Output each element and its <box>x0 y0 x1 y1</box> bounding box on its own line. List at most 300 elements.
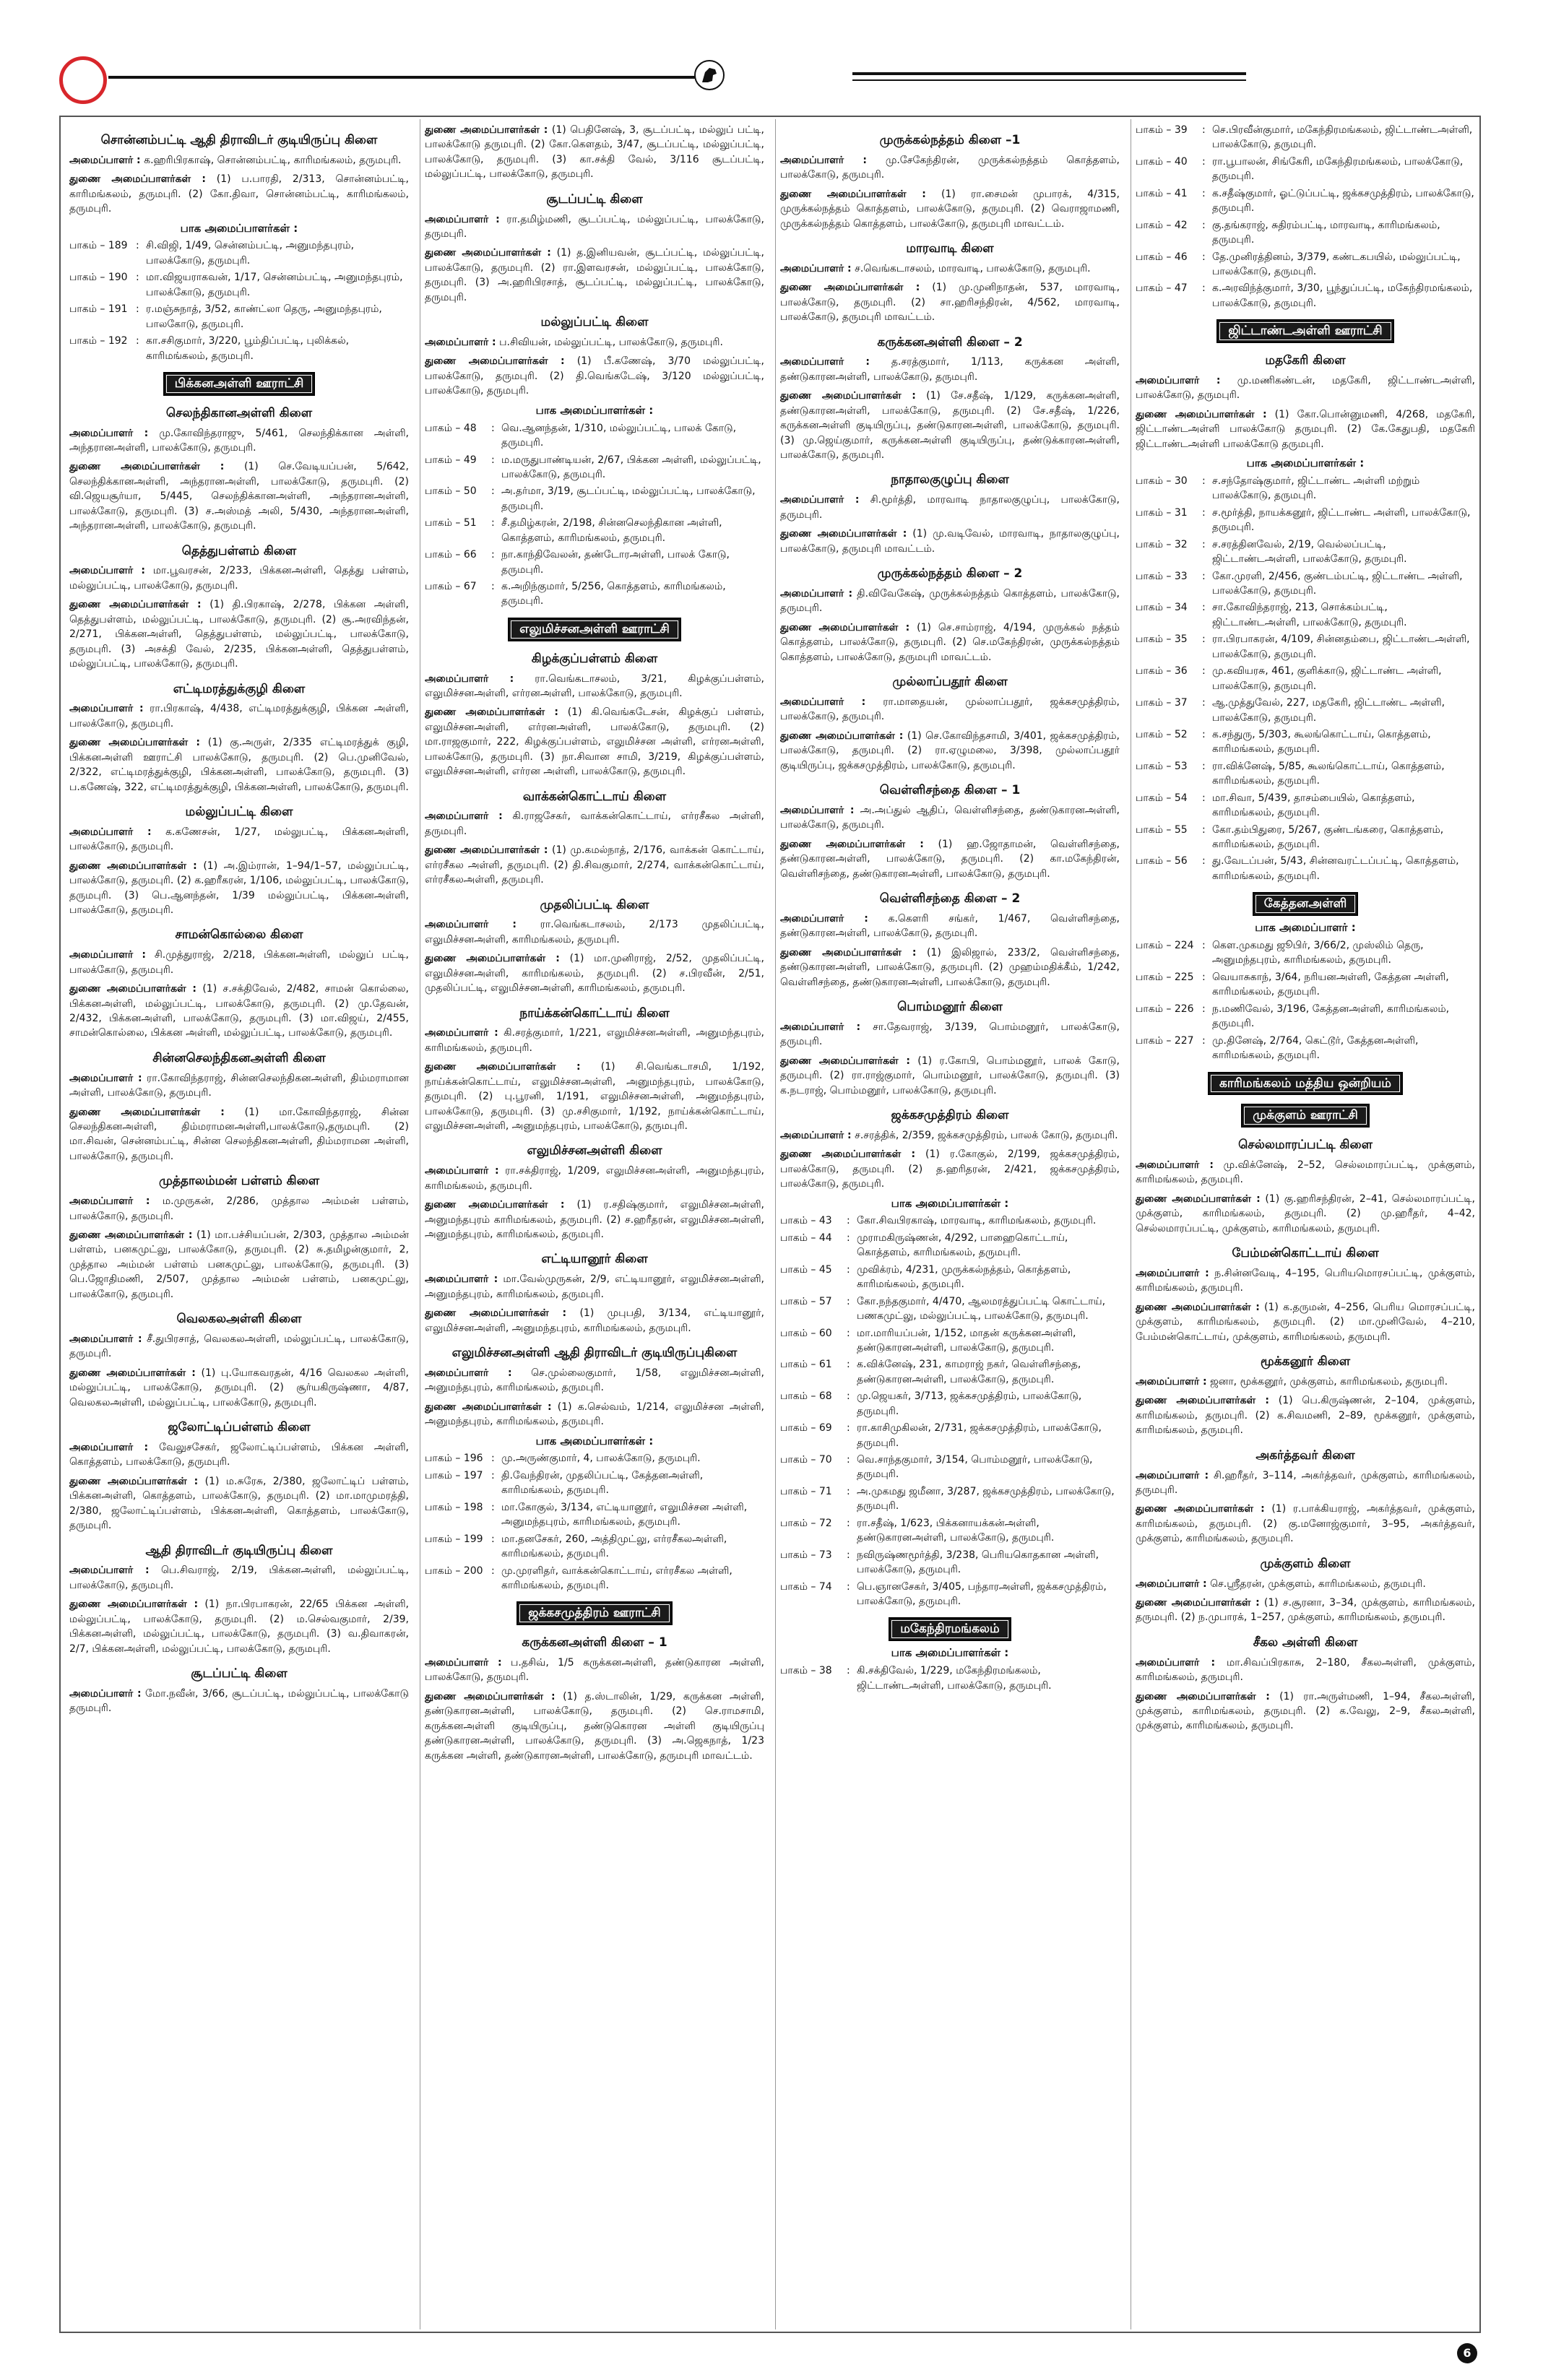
booth-details: மு.தினேஷ், 2/764, கெட்டூர், கேத்தனஅள்ளி, காரிமங்கலம், தருமபுரி. <box>1212 1034 1419 1062</box>
booth-separator: : <box>847 1485 850 1497</box>
branch-heading: ஜக்கசமுத்திரம் கிளை <box>891 1108 1009 1122</box>
booth-number: பாகம் – 57 <box>780 1295 832 1307</box>
role-label: துணை அமைப்பாளர்கள் : <box>425 1061 581 1073</box>
role-label: துணை அமைப்பாளர்கள் : <box>780 528 907 540</box>
role-label: அமைப்பாளர் : <box>780 587 853 600</box>
booth-entry <box>1136 123 1475 152</box>
member-details: மு.மணிகண்டன், மதகேரி, ஜிட்டாண்டஅள்ளி, பாலக்கோடு, தருமபுரி. <box>1136 374 1475 402</box>
member-entry <box>1136 373 1475 403</box>
role-label: அமைப்பாளர் : <box>69 565 145 577</box>
branch-heading: தெத்துபள்ளம் கிளை <box>181 543 297 558</box>
booth-entry <box>1136 186 1475 216</box>
booth-entry <box>425 1564 764 1593</box>
booth-number: பாகம் – 43 <box>780 1215 832 1227</box>
member-details: (1) க.செல்வம், 1/214, எலுமிச்சன அள்ளி, அனுமந்தபுரம், காரிமங்கலம், தருமபுரி. <box>425 1401 764 1428</box>
member-details: மு.கோவிந்தராஜு, 5/461, செலந்திக்கான அள்ளி, அந்தரானஅள்ளி, பாலக்கோடு, தருமபுரி. <box>69 427 409 454</box>
member-details: (1) ர.பாக்கியராஜ், அகர்த்தவர், முக்குளம், காரிமங்கலம், தருமபுரி. (2) கு.மனோஜ்குமார், 3–95, அகர்த்தவர், முக்குளம், காரிமங்கலம், தருமபுரி. <box>1136 1503 1475 1545</box>
member-entry <box>69 1474 409 1533</box>
member-entry <box>780 945 1120 990</box>
member-entry <box>69 1687 409 1716</box>
member-entry <box>1136 1689 1475 1734</box>
member-entry <box>425 1198 764 1242</box>
role-label: துணை அமைப்பாளர்கள் : <box>69 1229 193 1241</box>
booth-details: கௌ.முகமது ஜூபிர், 3/66/2, முஸ்லிம் தெரு, அனுமந்தபுரம், காரிமங்கலம், தருமபுரி. <box>1212 940 1424 966</box>
member-details: ரா.வெங்கடாசலம், 3/21, கிழக்குப்பள்ளம், எலுமிச்சனஅள்ளி, எர்ரனஅள்ளி, பாலக்கோடு, தருமபுரி. <box>425 672 764 699</box>
role-label: அமைப்பாளர் : <box>780 696 866 708</box>
booth-number: பாகம் – 46 <box>1136 251 1188 263</box>
member-details: (1) செ.வேடியப்பன், 5/642, செலந்திக்கானஅள்ளி, அந்தரானஅள்ளி, பாலக்கோடு, தருமபுரி. (2) வி.ஜெயசூர்யா, 5/445, செலந்திக்கானஅள்ளி, அந்தரானஅள்ளி, பாலக்கோடு, தருமபுரி. (3) ச.அஸ்மத் அலி, 5/430, அந்தரானஅள்ளி, அந்தரானஅள்ளி, பாலக்கோடு, தருமபுரி. <box>69 461 409 532</box>
booth-number: பாகம் – 54 <box>1136 792 1188 804</box>
booth-entry <box>780 1421 1120 1450</box>
branch-heading: சொன்னம்பட்டி ஆதி திராவிடர் குடியிருப்பு கிளை <box>100 133 378 147</box>
booth-separator: : <box>847 1580 850 1593</box>
member-entry <box>69 426 409 456</box>
branch-heading: எட்டியானூர் கிளை <box>541 1252 648 1267</box>
member-details: (1) த.ஸ்டாலின், 1/29, கருக்கன அள்ளி, தண்டுகாரனஅள்ளி, பாலக்கோடு, தருமபுரி. (2) செ.ராமசாமி, கருக்கனஅள்ளி குடியிருப்பு, தண்டுகொரன அள்ளி குடியிருப்பு தண்டுகாரனஅள்ளி, பாலக்கோடு, தருமபுரி. (3) அ.ஜெகநாத், 1/23 கருக்கன அள்ளி, தண்டுகாரனஅள்ளி, பாலக்கோடு, தருமபுரி மாவட்டம். <box>425 1690 764 1762</box>
booth-details: நவிருஷ்ணமூர்த்தி, 3/238, பெரியகொதகான அள்ளி, பாலக்கோடு, தருமபுரி. <box>857 1549 1099 1576</box>
booth-number: பாகம் – 55 <box>1136 823 1188 836</box>
member-entry <box>425 843 764 887</box>
member-details: (1) ரா.சைமன் முபாரக், 4/315, முருக்கல்நத்தம் கொத்தளம், பாலக்கோடு, தருமபுரி. (2) வெராஜாமணி, முருக்கல்நத்தம் கொத்தளம், பாலக்கோடு, தருமபுரி மாவட்டம். <box>780 188 1120 230</box>
booth-entry <box>69 334 409 363</box>
booth-details: வெ.சாந்தகுமார், 3/154, பொம்மனூர், பாலக்கோடு, தருமபுரி. <box>857 1454 1093 1481</box>
member-entry <box>1136 407 1475 451</box>
branch-heading: வாக்கன்கொட்டாய் கிளை <box>522 789 667 804</box>
booth-entry <box>1136 938 1475 968</box>
branch-heading: செல்லமாரப்பட்டி கிளை <box>1238 1138 1373 1153</box>
booth-number: பாகம் – 44 <box>780 1232 832 1244</box>
booth-details: ச.சரத்தினவேல், 2/19, வெல்லப்பட்டி, ஜிட்டாண்டஅள்ளி, பாலக்கோடு, தருமபுரி. <box>1212 538 1407 566</box>
branch-heading: கிழக்குப்பள்ளம் கிளை <box>531 651 658 666</box>
role-label: அமைப்பாளர் : <box>425 810 503 823</box>
role-label: துணை அமைப்பாளர்கள் : <box>69 599 202 611</box>
booth-entry <box>425 484 764 514</box>
member-details: சீ.துபிரசாத், வெலகலஅள்ளி, மல்லுப்பட்டி, பாலக்கோடு, தருமபுரி. <box>69 1333 409 1360</box>
member-entry <box>780 1147 1120 1191</box>
member-details: ரா.மாதையன், முல்லாப்பதூர், ஜக்கசமுத்திரம், பாலக்கோடு, தருமபுரி. <box>780 696 1120 723</box>
member-details: அ.அப்துல் ஆதிப், வெள்ளிசந்தை, தண்டுகாரனஅள்ளி, பாலக்கோடு, தருமபுரி. <box>780 804 1120 831</box>
booth-entry <box>1136 696 1475 725</box>
page-header <box>0 0 1543 116</box>
member-entry <box>425 1656 764 1685</box>
booth-separator: : <box>1202 760 1206 772</box>
booth-number: பாகம் – 48 <box>425 422 477 434</box>
member-details: க.ஹரிபிரகாஷ், சொன்னம்பட்டி, காரிமங்கலம், தருமபுரி. <box>144 154 402 166</box>
member-entry <box>425 1689 764 1763</box>
booth-number: பாகம் – 198 <box>425 1501 483 1513</box>
booth-entry <box>425 1451 764 1466</box>
role-label: துணை அமைப்பாளர்கள் : <box>69 1598 199 1611</box>
member-details: (1) மா.கோவிந்தராஜ், சின்ன செலந்திகனஅள்ளி, திம்மராமனஅள்ளி,பாலக்கோடு,தருமபுரி. (2) மா.சிவன், சென்னம்பட்டி, சின்ன செலந்திகனஅள்ளி, திம்மராமன அள்ளி, பாலக்கோடு, தருமபுரி. <box>69 1106 409 1162</box>
role-label: அமைப்பாளர் : <box>69 154 141 166</box>
booth-entry <box>780 1484 1120 1514</box>
member-details: த.சரத்குமார், 1/113, கருக்கன அள்ளி, தண்டுகாரனஅள்ளி, பாலக்கோடு, தருமபுரி. <box>780 356 1120 383</box>
role-label: அமைப்பாளர் : <box>69 427 149 439</box>
member-details: சி.மூர்த்தி, மாரவாடி நாதாலகுழுப்பு, பாலக்கோடு, தருமபுரி. <box>780 494 1120 521</box>
booth-details: து.வேடப்பன், 5/43, சின்னவரட்டப்பட்டி, கொத்தளம், காரிமங்கலம், தருமபுரி. <box>1212 855 1459 882</box>
role-label: துணை அமைப்பாளர்கள் : <box>425 706 558 719</box>
branch-heading: நாய்க்கன்கொட்டாய் கிளை <box>519 1005 670 1021</box>
booth-separator: : <box>1202 855 1206 867</box>
member-details: (1) நா.பிரபாகரன், 22/65 பிக்கன அள்ளி, மல்லுப்பட்டி, பாலக்கோடு, தருமபுரி. (2) ம.செல்வகுமார், 2/39, பிக்கனஅள்ளி, மல்லுப்பட்டி, பாலக்கோடு, தருமபுரி. (3) வ.திவாகரன், 2/7, பிக்கனஅள்ளி, மல்லுப்பட்டி, பாலக்கோடு, தருமபுரி. <box>69 1598 409 1655</box>
section-subheading: பாக அமைப்பாளர்கள் : <box>891 1646 1009 1660</box>
booth-entry <box>780 1357 1120 1387</box>
booth-separator: : <box>491 1469 495 1481</box>
booth-details: மு.கவியரசு, 461, குளிக்காடு, ஜிட்டாண்ட அள்ளி, பாலக்கோடு, தருமபுரி. <box>1212 665 1442 692</box>
booth-separator: : <box>491 422 495 434</box>
member-entry <box>69 701 409 731</box>
role-label: அமைப்பாளர் : <box>1136 1159 1214 1171</box>
branch-heading: மல்லுப்பட்டி கிளை <box>540 315 649 330</box>
booth-number: பாகம் – 191 <box>69 303 128 316</box>
booth-number: பாகம் – 192 <box>69 335 128 347</box>
role-label: அமைப்பாளர் : <box>69 826 152 838</box>
booth-details: கோ.சிவபிரகாஷ், மாரவாடி, காரிமங்கலம், தருமபுரி. <box>857 1215 1097 1227</box>
booth-details: கோ.நந்தகுமார், 4/470, ஆலமரத்துப்பட்டி கொட்டாய், பணகமுட்லு, மல்லுப்பட்டி, பாலக்கோடு, தருமபுரி. <box>857 1295 1106 1323</box>
booth-entry <box>1136 1034 1475 1063</box>
member-entry <box>780 620 1120 665</box>
booth-details: மா.தனசேகர், 260, அத்திமுட்லு, எர்ரசீகலஅள்ளி, காரிமங்கலம், தருமபுரி. <box>501 1533 727 1560</box>
member-entry <box>1136 1300 1475 1344</box>
booth-details: ம.மருதுபாண்டியன், 2/67, பிக்கன அள்ளி, மல்லுப்பட்டி, பாலக்கோடு, தருமபுரி. <box>501 454 761 480</box>
column-2 <box>425 123 764 2329</box>
booth-entry <box>780 1548 1120 1578</box>
role-label: அமைப்பாளர் : <box>425 1273 498 1286</box>
booth-number: பாகம் – 34 <box>1136 602 1188 614</box>
role-label: அமைப்பாளர் : <box>780 494 860 506</box>
booth-entry <box>425 579 764 609</box>
booth-entry <box>780 1663 1120 1693</box>
role-label: துணை அமைப்பாளர்கள் : <box>1136 1395 1269 1407</box>
member-entry <box>425 1366 764 1395</box>
booth-details: க.சதீஷ்குமார், ஓட்டுப்பட்டி, ஜக்கசமுத்திரம், பாலக்கோடு, தருமபுரி. <box>1212 187 1474 215</box>
booth-number: பாகம் – 66 <box>425 549 477 561</box>
role-label: அமைப்பாளர் : <box>69 949 146 961</box>
member-entry <box>1136 1596 1475 1625</box>
booth-entry <box>780 1389 1120 1419</box>
branch-heading: எட்டிமரத்துக்குழி கிளை <box>173 681 306 696</box>
booth-entry <box>1136 759 1475 789</box>
booth-entry <box>1136 250 1475 280</box>
member-details: (1) மா.முனிராஜ், 2/52, முதலிப்பட்டி, எலுமிச்சனஅள்ளி, காரிமங்கலம், தருமபுரி. (2) ச.பிரவீன், 2/51, முதலிப்பட்டி, எலுமிச்சனஅள்ளி, காரிமங்கலம், தருமபுரி. <box>425 953 764 995</box>
member-details: (1) மு.கமல்நாத், 2/176, வாக்கன் கொட்டாய், எர்ரசீகல அள்ளி, தருமபுரி. (2) தி.சிவகுமார், 2/274, வாக்கன்கொட்டாய், எர்ரசீகலஅள்ளி, தருமபுரி. <box>425 844 764 886</box>
member-entry <box>780 1128 1120 1143</box>
role-label: அமைப்பாளர் : <box>1136 1375 1207 1388</box>
role-label: அமைப்பாளர் : <box>69 1195 150 1208</box>
member-details: (1) கு.அருள், 2/335 எட்டிமரத்துக் குழி, பிக்கனஅள்ளி ஊராட்சி பாலக்கோடு, தருமபுரி. (2) பெ.முனிவேல், 2/322, எட்டிமரத்துக்குழி, பிக்கனஅள்ளி, பாலக்கோடு, தருமபுரி. (3) ப.கணேஷ், 322, எட்டிமரத்துக்குழி, பிக்கனஅள்ளி, பாலக்கோடு, தருமபுரி. <box>69 737 409 793</box>
branch-heading: முத்தாலம்மன் பள்ளம் கிளை <box>158 1174 320 1189</box>
booth-entry <box>780 1231 1120 1260</box>
branch-heading: எலுமிச்சனஅள்ளி கிளை <box>527 1143 662 1159</box>
booth-entry <box>425 1468 764 1498</box>
member-details: ப.சிவியன், மல்லுப்பட்டி, பாலக்கோடு, தருமபுரி. <box>499 337 723 348</box>
booth-entry <box>425 421 764 451</box>
booth-separator: : <box>136 240 139 252</box>
booth-entry <box>1136 727 1475 757</box>
booth-details: கோ.முரளி, 2/456, குண்டம்பட்டி, ஜிட்டாண்ட அள்ளி, பாலக்கோடு, தருமபுரி. <box>1212 570 1463 597</box>
member-details: மா.வேல்முருகன், 2/9, எட்டியானூர், எலுமிச்சனஅள்ளி, அனுமந்தபுரம், காரிமங்கலம், தருமபுரி. <box>425 1273 764 1300</box>
booth-entry <box>425 1532 764 1562</box>
booth-entry <box>1136 506 1475 535</box>
role-label: துணை அமைப்பாளர்கள் : <box>425 844 548 857</box>
member-details: கி.சரத்குமார், 1/221, எலுமிச்சனஅள்ளி, அனுமந்தபுரம், காரிமங்கலம், தருமபுரி. <box>425 1027 764 1054</box>
member-details: (1) செ.சாம்ராஜ், 4/194, முருக்கல் நத்தம் கொத்தளம், பாலக்கோடு, தருமபுரி. (2) செ.மகேந்திரன், முருக்கல்நத்தம் கொத்தளம், பாலக்கோடு, தருமபுரி மாவட்டம். <box>780 621 1120 663</box>
branch-heading: வெள்ளிசந்தை கிளை – 1 <box>879 783 1021 797</box>
panchayat-band: காரிமங்கலம் மத்திய ஒன்றியம் <box>1208 1072 1403 1096</box>
booth-separator: : <box>1202 155 1206 168</box>
booth-number: பாகம் – 47 <box>1136 282 1188 295</box>
member-details: (1) ர.சதிஷ்குமார், எலுமிச்சனஅள்ளி, அனுமந்தபுரம் காரிமங்கலம், தருமபுரி. (2) ச.ஹரீதரன், எலுமிச்சனஅள்ளி, அனுமந்தபுரம், காரிமங்கலம், தருமபுரி. <box>425 1199 764 1241</box>
booth-entry <box>69 270 409 300</box>
booth-number: பாகம் – 35 <box>1136 633 1188 646</box>
member-entry <box>425 354 764 398</box>
booth-separator: : <box>847 1295 850 1307</box>
member-entry <box>780 1054 1120 1098</box>
booth-number: பாகம் – 33 <box>1136 570 1188 582</box>
role-label: துணை அமைப்பாளர்கள் : <box>69 737 200 749</box>
header-circle-ornament <box>59 56 107 104</box>
role-label: துணை அமைப்பாளர்கள் : <box>1136 1503 1265 1515</box>
booth-separator: : <box>491 485 495 498</box>
member-entry <box>69 1366 409 1410</box>
booth-entry <box>1136 537 1475 567</box>
member-entry <box>69 459 409 533</box>
branch-heading: சீகல அள்ளி கிளை <box>1253 1635 1358 1650</box>
member-details: (1) ர.கோகுல், 2/199, ஜக்கசமுத்திரம், பாலக்கோடு, தருமபுரி. (2) த.ஹரிதரன், 2/421, ஜக்கசமுத்திரம், பாலக்கோடு, தருமபுரி. <box>780 1148 1120 1190</box>
role-label: துணை அமைப்பாளர்கள் : <box>425 1307 567 1320</box>
booth-details: ரா.சதீஷ், 1/623, பிக்கனாயக்கன்அள்ளி, தண்டுகாரனஅள்ளி, பாலக்கோடு, தருமபுரி. <box>857 1517 1055 1544</box>
booth-details: செ.பிரவீன்குமார், மகேந்திரமங்கலம், ஜிட்டாண்டஅள்ளி, பாலக்கோடு, தருமபுரி. <box>1212 124 1473 151</box>
branch-heading: முல்லாப்பதூர் கிளை <box>892 675 1008 689</box>
member-entry <box>1136 1192 1475 1236</box>
member-details: (1) க.தருமன், 4–256, பெரிய மொரசப்பட்டி, முக்குளம், காரிமங்கலம், தருமபுரி. (2) மா.முனிவேல், 4–210, பேம்மன்கொட்டாய், முக்குளம், காரிமங்கலம், தருமபுரி. <box>1136 1301 1475 1343</box>
booth-details: வெ.ஆனந்தன், 1/310, மல்லுப்பட்டி, பாலக் கோடு, தருமபுரி. <box>501 422 737 449</box>
role-label: அமைப்பாளர் : <box>69 1441 149 1453</box>
booth-number: பாகம் – 51 <box>425 517 477 529</box>
booth-number: பாகம் – 61 <box>780 1359 832 1371</box>
member-details: தி.விவேகேஷ், முருக்கல்நத்தம் கொத்தளம், பாலக்கோடு, தருமபுரி. <box>780 587 1120 615</box>
booth-separator: : <box>491 1565 495 1577</box>
member-details: ந.சின்னவேடி, 4–195, பெரியமொரசப்பட்டி, முக்குளம், காரிமங்கலம், தருமபுரி. <box>1136 1267 1475 1294</box>
booth-number: பாகம் – 56 <box>1136 855 1188 867</box>
panchayat-band: ஜக்கசமுத்திரம் ஊராட்சி <box>517 1601 673 1625</box>
role-label: துணை அமைப்பாளர்கள் : <box>780 282 920 294</box>
role-label: துணை அமைப்பாளர்கள் : <box>69 1475 199 1487</box>
booth-details: ஆ.முத்துவேல், 227, மதகேரி, ஜிட்டாண்ட அள்ளி, பாலக்கோடு, தருமபுரி. <box>1212 697 1445 724</box>
booth-separator: : <box>1202 940 1206 952</box>
booth-number: பாகம் – 31 <box>1136 506 1188 519</box>
booth-details: ந.மணிவேல், 3/196, கேத்தனஅள்ளி, காரிமங்கலம், தருமபுரி. <box>1212 1003 1450 1030</box>
member-details: (1) கி.வெங்கடேசன், கிழக்குப் பள்ளம், எலுமிச்சனஅள்ளி, எர்ரனஅள்ளி, பாலக்கோடு, தருமபுரி. (2) மா.ராஜகுமார், 222, கிழக்குப்பள்ளம், எலுமிச்சன அள்ளி, எர்ரனஅள்ளி, பாலக்கோடு, தருமபுரி. (3) நா.சிவான சாமி, 3/219, கிழக்குப்பள்ளம், எலுமிச்சனஅள்ளி, எர்ரன அள்ளி, பாலக்கோடு, தருமபுரி. <box>425 706 764 778</box>
booth-number: பாகம் – 190 <box>69 272 128 284</box>
booth-number: பாகம் – 200 <box>425 1565 483 1577</box>
branch-heading: சாமன்கொல்லை கிளை <box>175 927 303 943</box>
member-details: (1) ச.சக்திவேல், 2/482, சாமன் கொல்லை, பிக்கனஅள்ளி, மல்லுப்பட்டி, பாலக்கோடு, தருமபுரி. (2) மு.தேவன், 2/432, பிக்கனஅள்ளி, பாலக்கோடு, தருமபுரி. (3) மா.விஜய், 2/455, சாமன்கொல்லை, பிக்கன அள்ளி, மல்லுப்பட்டி, பாலக்கோடு, தருமபுரி. <box>69 983 409 1039</box>
member-entry <box>1136 1656 1475 1685</box>
booth-entry <box>425 548 764 577</box>
role-label: அமைப்பாளர் : <box>1136 1578 1207 1590</box>
role-label: அமைப்பாளர் : <box>1136 1469 1209 1481</box>
member-details: (1) ஹ.ஜோதாமன், வெள்ளிசந்தை, தண்டுகாரனஅள்ளி, பாலக்கோடு, தருமபுரி. (2) கா.மகேந்திரன், வெள்ளிசந்தை, தண்டுகாரனஅள்ளி, பாலக்கோடு, தருமபுரி. <box>780 838 1120 880</box>
member-details: (1) சி.வெங்கடாசமி, 1/192, நாய்க்கன்கொட்டாய், எலுமிச்சனஅள்ளி, அனுமந்தபுரம், பாலக்கோடு, தருமபுரி. (2) பு.பூரனி, 1/191, எலுமிச்சனஅள்ளி, அனுமந்தபுரம், பாலக்கோடு, தருமபுரி. (3) மு.சசிகுமார், 1/192, நாய்க்கன்கொட்டாய், எலுமிச்சனஅள்ளி, அனுமந்தபுரம், பாலக்கோடு, தருமபுரி. <box>425 1061 764 1133</box>
member-entry <box>780 1020 1120 1050</box>
booth-separator: : <box>847 1549 850 1561</box>
member-details: ம.முருகன், 2/286, முத்தால அம்மன் பள்ளம், பாலக்கோடு, தருமபுரி. <box>69 1195 409 1222</box>
member-details: (1) ம.சுரேசு, 2/380, ஜலோட்டிப் பள்ளம், பிக்கனஅள்ளி, கொத்தளம், பாலக்கோடு, தருமபுரி. (2) மா.மாமுமரத்தி, 2/380, ஜலோட்டிப்பள்ளம், பிக்கனஅள்ளி, கொத்தளம், பாலக்கோடு, தருமபுரி. <box>69 1475 409 1532</box>
booth-separator: : <box>1202 665 1206 678</box>
booth-separator: : <box>1202 823 1206 836</box>
member-details: ரா.பிரகாஷ், 4/438, எட்டிமரத்துக்குழி, பிக்கன அள்ளி, பாலக்கோடு, தருமபுரி. <box>69 703 409 730</box>
member-details: (1) பு.யோகவரதன், 4/16 வெலகல அள்ளி, மல்லுப்பட்டி, பாலக்கோடு, தருமபுரி. (2) சூர்யகிருஷ்ணா, 4/87, வெலகலஅள்ளி, மல்லுப்பட்டி, பாலக்கோடு, தருமபுரி. <box>69 1367 409 1408</box>
branch-heading: ஆதி திராவிடர் குடியிருப்பு கிளை <box>145 1543 333 1558</box>
role-label: துணை அமைப்பாளர்கள் : <box>1136 408 1267 420</box>
booth-entry <box>780 1516 1120 1546</box>
booth-details: மா.மாரியப்பன், 1/152, மாதன் கருக்கனஅள்ளி, தண்டுகாரனஅள்ளி, பாலக்கோடு, தருமபுரி. <box>857 1327 1076 1354</box>
member-entry <box>1136 1502 1475 1546</box>
member-details: மா.சிவப்பிரகாசு, 2–180, சீகலஅள்ளி, முக்குளம், காரிமங்கலம், தருமபுரி. <box>1136 1656 1475 1684</box>
role-label: துணை அமைப்பாளர்கள் : <box>780 621 910 633</box>
booth-entry <box>780 1294 1120 1324</box>
booth-number: பாகம் – 41 <box>1136 187 1188 199</box>
role-label: துணை அமைப்பாளர்கள் : <box>780 390 916 402</box>
member-entry <box>780 803 1120 833</box>
booth-entry <box>69 238 409 268</box>
member-entry <box>780 912 1120 941</box>
booth-details: தி.வேந்திரன், முதலிப்பட்டி, கேத்தனஅள்ளி, காரிமங்கலம், தருமபுரி. <box>501 1469 704 1497</box>
booth-number: பாகம் – 30 <box>1136 475 1188 487</box>
role-label: அமைப்பாளர் : <box>425 213 500 225</box>
booth-number: பாகம் – 225 <box>1136 971 1194 983</box>
member-entry <box>1136 1375 1475 1389</box>
member-entry <box>780 389 1120 462</box>
booth-details: முராமகிருஷ்ணன், 4/292, பாஹைகொட்டாய், கொத்தளம், காரிமங்கலம், தருமபுரி. <box>857 1232 1068 1259</box>
booth-separator: : <box>847 1390 850 1403</box>
member-details: (1) மு.முனிநாதன், 537, மாரவாடி, பாலக்கோடு, தருமபுரி. (2) சா.ஹரிசந்திரன், 4/562, மாரவாடி, பாலக்கோடு, தருமபுரி மாவட்டம். <box>780 282 1120 324</box>
member-details: பெ.சிவராஜ், 2/19, பிக்கனஅள்ளி, மல்லுப்பட்டி, பாலக்கோடு, தருமபுரி. <box>69 1565 409 1591</box>
member-entry <box>780 261 1120 276</box>
member-details: மு.சேகேந்திரன், முருக்கல்நத்தம் கொத்தளம், பாலக்கோடு, தருமபுரி. <box>780 154 1120 181</box>
booth-details: கு.தங்கராஜ், சுதிரம்பட்டி, மாரவாடி, காரிமங்கலம், தருமபுரி. <box>1212 219 1440 246</box>
booth-separator: : <box>136 335 139 347</box>
booth-number: பாகம் – 40 <box>1136 155 1188 168</box>
member-details: (1) ரா.அருள்மணி, 1–94, சீகலஅள்ளி, முக்குளம், காரிமங்கலம், தருமபுரி. (2) க.வேலு, 2–9, சீகலஅள்ளி, முக்குளம், காரிமங்கலம், தருமபுரி. <box>1136 1690 1475 1732</box>
booth-entry <box>780 1263 1120 1292</box>
member-entry <box>425 1164 764 1193</box>
member-entry <box>425 1400 764 1429</box>
booth-number: பாகம் – 67 <box>425 581 477 593</box>
booth-details: சா.கோவிந்தராஜ், 213, சொக்கம்பட்டி, ஜிட்டாண்டஅள்ளி, பாலக்கோடு, தருமபுரி. <box>1212 602 1407 628</box>
role-label: துணை அமைப்பாளர்கள் : <box>425 247 551 259</box>
booth-separator: : <box>847 1263 850 1276</box>
role-label: அமைப்பாளர் : <box>780 154 867 166</box>
member-entry <box>425 672 764 701</box>
member-entry <box>69 1194 409 1224</box>
member-entry <box>69 735 409 795</box>
booth-entry <box>1136 791 1475 821</box>
branch-heading: எலுமிச்சனஅள்ளி ஆதி திராவிடர் குடியிருப்புகிளை <box>451 1346 738 1361</box>
role-label: அமைப்பாளர் : <box>780 262 852 274</box>
booth-entry <box>69 302 409 332</box>
booth-number: பாகம் – 32 <box>1136 538 1188 550</box>
booth-separator: : <box>491 581 495 593</box>
role-label: துணை அமைப்பாளர்கள் : <box>69 860 197 872</box>
booth-separator: : <box>1202 633 1206 646</box>
booth-separator: : <box>1202 1003 1206 1015</box>
booth-entry <box>780 1213 1120 1228</box>
role-label: துணை அமைப்பாளர்கள் : <box>69 1106 225 1118</box>
member-entry <box>69 825 409 854</box>
booth-separator: : <box>1202 475 1206 487</box>
booth-entry <box>425 453 764 483</box>
role-label: துணை அமைப்பாளர்கள் : <box>1136 1596 1260 1609</box>
member-details: (1) தி.பிரகாஷ், 2/278, பிக்கன அள்ளி, தெத்துபள்ளம், மல்லுப்பட்டி, பாலக்கோடு, தருமபுரி. (2) சூ.அரவிந்தன், 2/271, பிக்கனஅள்ளி, தெத்துபள்ளம், மல்லுப்பட்டி, பாலக்கோடு, தருமபுரி. (3) அசக்தி வேல், 2/235, பிக்கனஅள்ளி, தெத்துபள்ளம், மல்லுப்பட்டி, பாலக்கோடு, தருமபுரி. <box>69 599 409 670</box>
booth-details: க.விக்னேஷ், 231, காமராஜ் நகர், வெள்ளிசந்தை, தண்டுகாரனஅள்ளி, பாலக்கோடு, தருமபுரி. <box>857 1359 1081 1385</box>
booth-number: பாகம் – 50 <box>425 485 477 498</box>
member-details: சி.ஹரீதர், 3–114, அகர்த்தவர், முக்குளம், காரிமங்கலம், தருமபுரி. <box>1136 1469 1475 1496</box>
branch-heading: ஜலோட்டிப்பள்ளம் கிளை <box>168 1420 311 1435</box>
booth-separator: : <box>1202 728 1206 740</box>
booth-details: சி.விஜி, 1/49, சென்னம்பட்டி, அனுமந்தபுரம், பாலக்கோடு, தருமபுரி. <box>146 240 355 267</box>
booth-number: பாகம் – 74 <box>780 1580 832 1593</box>
role-label: அமைப்பாளர் : <box>69 703 144 715</box>
member-details: சி.முத்துராஜ், 2/218, பிக்கனஅள்ளி, மல்லுப் பட்டி, பாலக்கோடு, தருமபுரி. <box>69 949 409 976</box>
member-entry <box>425 917 764 947</box>
booth-separator: : <box>1202 602 1206 614</box>
booth-separator: : <box>847 1422 850 1435</box>
booth-separator: : <box>1202 570 1206 582</box>
role-label: அமைப்பாளர் : <box>1136 374 1221 386</box>
member-entry <box>69 153 409 168</box>
branch-heading: மல்லுப்பட்டி கிளை <box>185 804 293 819</box>
member-details: செ.முல்லைகுமார், 1/58, எலுமிச்சனஅள்ளி, அனுமந்தபுரம், காரிமங்கலம், தருமபுரி. <box>425 1367 764 1394</box>
booth-details: மா.விஜயராகவன், 1/17, சென்னம்பட்டி, அனுமந்தபுரம், பாலக்கோடு, தருமபுரி. <box>146 272 403 298</box>
panchayat-band: ஜிட்டாண்டஅள்ளி ஊராட்சி <box>1216 319 1393 343</box>
booth-separator: : <box>136 303 139 316</box>
member-entry <box>425 335 764 350</box>
branch-heading: முருக்கல்நத்தம் கிளை – 2 <box>877 566 1023 581</box>
member-entry <box>780 527 1120 556</box>
booth-details: கி.சக்திவேல், 1/229, மகேந்திரமங்கலம், ஜிட்டாண்டஅள்ளி, பாலக்கோடு, தருமபுரி. <box>857 1665 1052 1692</box>
member-entry <box>1136 1158 1475 1187</box>
header-rule <box>108 76 701 79</box>
booth-entry <box>1136 970 1475 1000</box>
member-entry <box>780 280 1120 324</box>
member-entry <box>69 982 409 1041</box>
section-subheading: பாக அமைப்பாளர்கள் : <box>535 1434 654 1448</box>
panchayat-band: பிக்கனஅள்ளி ஊராட்சி <box>163 372 316 396</box>
booth-entry <box>1136 600 1475 630</box>
header-rule-right-thin <box>852 79 1246 81</box>
branch-heading: வெலகலஅள்ளி கிளை <box>176 1312 302 1327</box>
member-details: சா.தேவராஜ், 3/139, பொம்மனூர், பாலக்கோடு, தருமபுரி. <box>780 1021 1120 1048</box>
booth-entry <box>780 1326 1120 1356</box>
role-label: அமைப்பாளர் : <box>425 1367 512 1379</box>
panchayat-band: எலுமிச்சனஅள்ளி ஊராட்சி <box>508 618 681 641</box>
member-entry <box>780 153 1120 183</box>
member-entry <box>1136 1266 1475 1296</box>
branch-heading: சின்னசெலந்திகனஅள்ளி கிளை <box>152 1050 326 1065</box>
booth-number: பாகம் – 71 <box>780 1485 832 1497</box>
panchayat-band: மகேந்திரமங்கலம் <box>889 1617 1011 1641</box>
booth-entry <box>425 1500 764 1530</box>
booth-details: மு.அருண்குமார், 4, பாலக்கோடு, தருமபுரி. <box>501 1453 701 1465</box>
member-entry <box>425 1060 764 1133</box>
page-number: 6 <box>1457 2343 1477 2363</box>
member-details: ச.வெங்கடாசலம், மாரவாடி, பாலக்கோடு, தருமபுரி. <box>855 262 1091 274</box>
member-details: க.கணேசன், 1/27, மல்லுபட்டி, பிக்கனஅள்ளி, பாலக்கோடு, தருமபுரி. <box>69 826 409 853</box>
member-details: (1) பெ.கிருஷ்ணன், 2–104, முக்குளம், காரிமங்கலம், தருமபுரி. (2) க.சிவமணி, 2–89, மூக்கனூர், முக்குளம், காரிமங்கலம், தருமபுரி. <box>1136 1395 1475 1437</box>
booth-number: பாகம் – 53 <box>1136 760 1188 772</box>
